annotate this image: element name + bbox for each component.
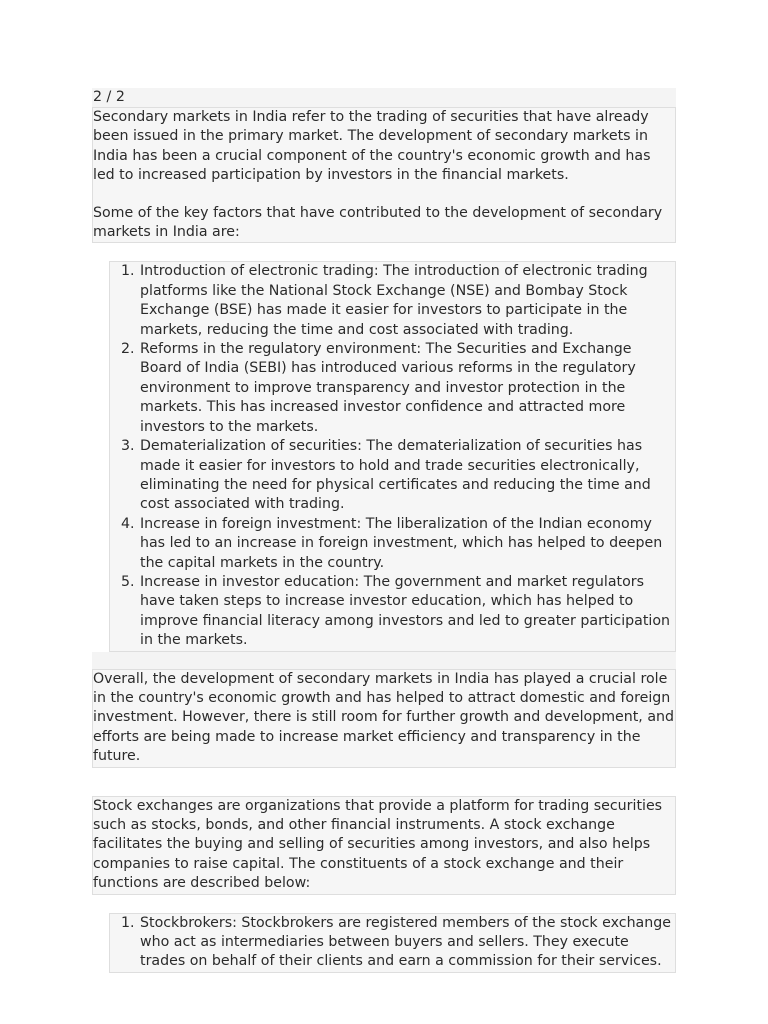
constituents-list-block <box>109 913 676 973</box>
stock-exchange-intro-paragraph: Stock exchanges are organizations that provide a platform for trading securities such as stocks, bonds, and other financial instruments. A stock exchange facilitates the buying and selling of securities among investors, and also helps companies to raise capital. The constituents of a stock exchange and their functions are described below: <box>93 797 663 892</box>
conclusion-block <box>92 669 676 768</box>
list-item: 3. Dematerialization of securities: The dematerialization of securities has made it easier for investors to hold and trade securities electronically, eliminating the need for physical certificates and reducing the time and cost associated with trading. <box>139 437 673 515</box>
spacer <box>92 768 676 796</box>
stock-exchange-intro-block <box>92 796 676 895</box>
response-counter: 2 / 2 <box>92 88 676 107</box>
conclusion-paragraph: Overall, the development of secondary markets in India has played a crucial role in the country's economic growth and has helped to attract domestic and foreign investment. However, there is still room for further growth and development, and efforts are being made to increase market efficiency and transparency in the future. <box>93 670 675 765</box>
list-item: 5. Increase in investor education: The government and market regulators have taken steps to increase investor education, which has helped to improve financial literacy among investors and led to greater participation in the markets. <box>139 573 673 651</box>
spacer <box>92 243 676 261</box>
intro-paragraph: Secondary markets in India refer to the trading of securities that have already been issued in the primary market. The development of secondary markets in India has been a crucial component of the country's economic growth and has led to increased participation by investors in the financial markets. <box>93 109 651 184</box>
document-page <box>92 88 676 973</box>
factors-list-block <box>109 261 676 651</box>
intro-block <box>92 107 676 243</box>
list-item: 4. Increase in foreign investment: The liberalization of the Indian economy has led to an increase in foreign investment, which has helped to deepen the capital markets in the country. <box>139 515 673 573</box>
factors-lead-paragraph: Some of the key factors that have contributed to the development of secondary markets in India are: <box>93 204 663 241</box>
paragraph-gap <box>93 186 675 204</box>
list-item: 1. Stockbrokers: Stockbrokers are registered members of the stock exchange who act as intermediaries between buyers and sellers. They execute trades on behalf of their clients and earn a commission for their services. <box>139 914 673 972</box>
constituents-list <box>110 914 673 972</box>
spacer <box>92 895 676 913</box>
gap-strip <box>92 652 676 669</box>
factors-list <box>110 262 673 650</box>
list-item: 1. Introduction of electronic trading: The introduction of electronic trading platforms like the National Stock Exchange (NSE) and Bombay Stock Exchange (BSE) has made it easier for investors to participate in the markets, reducing the time and cost associated with trading. <box>139 262 673 340</box>
list-item: 2. Reforms in the regulatory environment: The Securities and Exchange Board of India (SEBI) has introduced various reforms in the regulatory environment to improve transparency and investor protection in the markets. This has increased investor confidence and attracted more investors to the markets. <box>139 340 673 437</box>
